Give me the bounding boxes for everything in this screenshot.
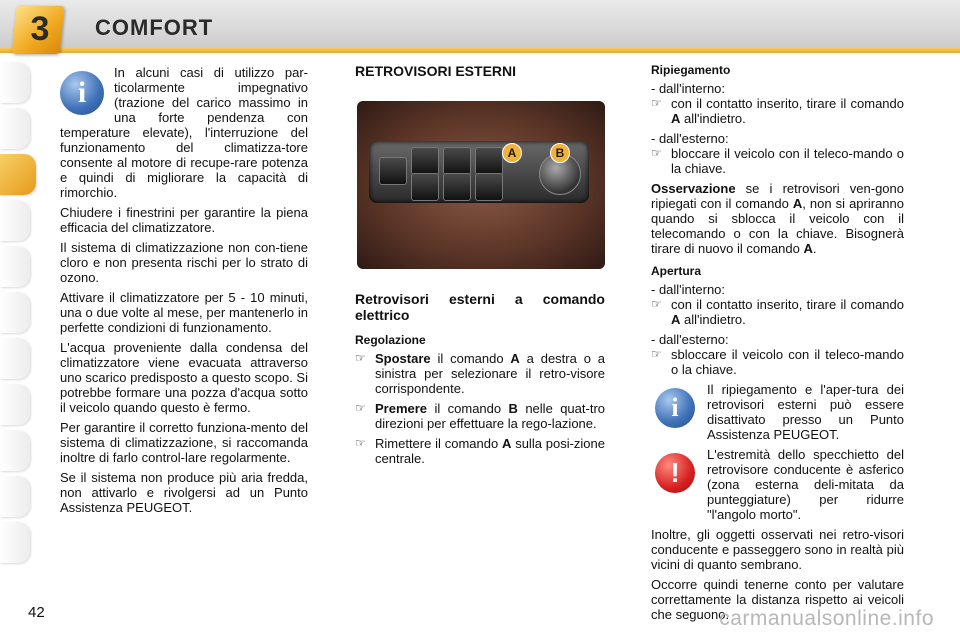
chapter-tab-5[interactable] [0, 246, 30, 287]
page-number: 42 [28, 604, 45, 621]
control-key: A [792, 196, 803, 211]
paragraph-distance: Occorre quindi tenerne conto per valutare correttamente la distanza rispetto ai veicoli che seguono. [651, 577, 904, 622]
warning-icon: ! [655, 453, 695, 493]
chapter-number: 3 [30, 10, 50, 48]
window-switch [475, 147, 503, 175]
chapter-tab-7[interactable] [0, 338, 30, 379]
observation-keyword: Osservazione [651, 181, 736, 196]
subsection-title: Retrovisori esterni a comando elettrico [355, 291, 605, 323]
bullet-item [355, 401, 605, 431]
hand-pointer-icon: ☞ [651, 96, 662, 110]
hand-pointer-icon: ☞ [355, 436, 366, 450]
observation-text: , non si apriranno quando si sblocca il veicolo con il telecomando o con la chiave. Bisognerà tirare di nuovo il comando [651, 196, 904, 256]
column-middle [355, 63, 605, 471]
hand-pointer-icon: ☞ [355, 351, 366, 365]
bullet-text: nelle quat-tro direzioni per effettuare la rego-lazione. [375, 401, 606, 431]
bullet-item [651, 297, 904, 327]
chapter-tab-9[interactable] [0, 430, 30, 471]
warning-note-text: L'estremità dello specchietto del retrovisore conducente è asferico (zona esterna deli-mitata da punteggiature) per ridurre "l'angolo morto". [707, 447, 904, 522]
hand-pointer-icon: ☞ [651, 347, 662, 361]
warning-note-box [651, 447, 904, 527]
paragraph-activate: Attivare il climatizzatore per 5 - 10 minuti, una o due volte al mese, per mantenerlo in perfette condizioni di funzionamento. [60, 290, 308, 335]
paragraph-windows: Chiudere i finestrini per garantire la piena efficacia del climatizzatore. [60, 205, 308, 235]
window-switch [443, 147, 471, 175]
from-outside-label: - dall'esterno: [651, 131, 729, 146]
bullet-text: bloccare il veicolo con il teleco-mando o la chiave. [671, 146, 904, 176]
window-switch [475, 173, 503, 201]
info-note-climate: In alcuni casi di utilizzo par-ticolarmente impegnativo (trazione del carico massimo in una forte pendenza con temperature elevate), l'interruzione del funzionamento del climatizza-tore consente al motore di recupe-rare potenza e quindi di migliorare la capacità di rimorchio. [60, 65, 308, 200]
photo-label-b: B [550, 143, 570, 163]
paragraph-service: Se il sistema non produce più aria fredda, non attivarlo e rivolgersi ad un Punto Assistenza PEUGEOT. [60, 470, 308, 515]
door-control-photo [357, 101, 605, 269]
chapter-tab-2[interactable] [0, 108, 30, 149]
bullet-keyword: Spostare [375, 351, 431, 366]
control-key: A [671, 111, 681, 126]
heading-apertura: Apertura [651, 264, 702, 278]
heading-ripiegamento: Ripiegamento [651, 63, 731, 77]
section-title-mirrors: RETROVISORI ESTERNI [355, 63, 517, 79]
chapter-tab-1[interactable] [0, 62, 30, 103]
paragraph-ozone: Il sistema di climatizzazione non con-tiene cloro e non presenta rischi per lo strato di ozono. [60, 240, 308, 285]
control-key: A [803, 241, 813, 256]
bullet-text: il comando [427, 401, 509, 416]
bullet-item [355, 351, 605, 396]
bullet-item [651, 347, 904, 377]
observation-text: se i retrovisori ven-gono ripiegati con il comando [651, 181, 904, 211]
header-accent-band [0, 47, 960, 53]
from-inside-label: - dall'interno: [651, 81, 726, 96]
from-inside-label: - dall'interno: [651, 282, 726, 297]
bullet-text: all'indietro. [680, 111, 746, 126]
photo-label-a: A [502, 143, 522, 163]
info-note-text: Il ripiegamento e l'aper-tura dei retrovisori esterni può essere disattivato presso un Punto Assistenza PEUGEOT. [707, 382, 904, 442]
observation-text: . [812, 241, 817, 256]
bullet-item [355, 436, 605, 466]
hand-pointer-icon: ☞ [651, 146, 662, 160]
bullet-text: sbloccare il veicolo con il teleco-mando o la chiave. [671, 347, 904, 377]
bullet-text: il comando [430, 351, 511, 366]
window-switch [411, 147, 439, 175]
control-key: A [502, 436, 512, 451]
paragraph-objects-closer: Inoltre, gli oggetti osservati nei retro-visori conducente e passeggero sono in realtà più vicini di quanto sembrano. [651, 527, 904, 572]
bullet-text: con il contatto inserito, tirare il comando [671, 297, 904, 312]
chapter-tab-4[interactable] [0, 200, 30, 241]
page-title: COMFORT [95, 15, 214, 40]
from-outside-label: - dall'esterno: [651, 332, 729, 347]
bullet-text: a destra o a sinistra per selezionare il retro-visore corrispondente. [375, 351, 605, 396]
chapter-tabs [0, 62, 40, 568]
chapter-tab-6[interactable] [0, 292, 30, 333]
watermark: carmanualsonline.info [719, 607, 934, 630]
info-icon: i [60, 71, 104, 115]
hand-pointer-icon: ☞ [355, 401, 366, 415]
observation-paragraph [651, 181, 904, 256]
chapter-tab-10[interactable] [0, 476, 30, 517]
chapter-tab-3[interactable] [0, 154, 36, 195]
bullet-text: sulla posi-zione centrale. [375, 436, 605, 466]
control-key: B [508, 401, 518, 416]
hand-pointer-icon: ☞ [651, 297, 662, 311]
heading-regolazione: Regolazione [355, 333, 426, 347]
info-note-box [651, 382, 904, 447]
control-key: A [671, 312, 681, 327]
column-left [60, 65, 308, 520]
control-key: A [510, 351, 520, 366]
window-switch [411, 173, 439, 201]
window-switch [443, 173, 471, 201]
chapter-tab-8[interactable] [0, 384, 30, 425]
bullet-item [651, 146, 904, 176]
bullet-item [651, 96, 904, 126]
bullet-text: Rimettere il comando [375, 436, 503, 451]
bullet-text: all'indietro. [680, 312, 746, 327]
paragraph-condensation: L'acqua proveniente dalla condensa del climatizzatore viene evacuata attraverso uno scarico predisposto a questo scopo. Si potrebbe formare una pozza d'acqua sotto il veicolo quando questo è fermo. [60, 340, 308, 415]
window-switch [379, 157, 407, 185]
paragraph-maintenance: Per garantire il corretto funziona-mento del sistema di climatizzazione, si raccomanda inoltre di farlo control-lare regolarmente. [60, 420, 308, 465]
info-icon: i [655, 388, 695, 428]
chapter-tab-11[interactable] [0, 522, 30, 563]
bullet-text: con il contatto inserito, tirare il comando [671, 96, 904, 111]
column-right [651, 63, 904, 627]
bullet-keyword: Premere [375, 401, 428, 416]
